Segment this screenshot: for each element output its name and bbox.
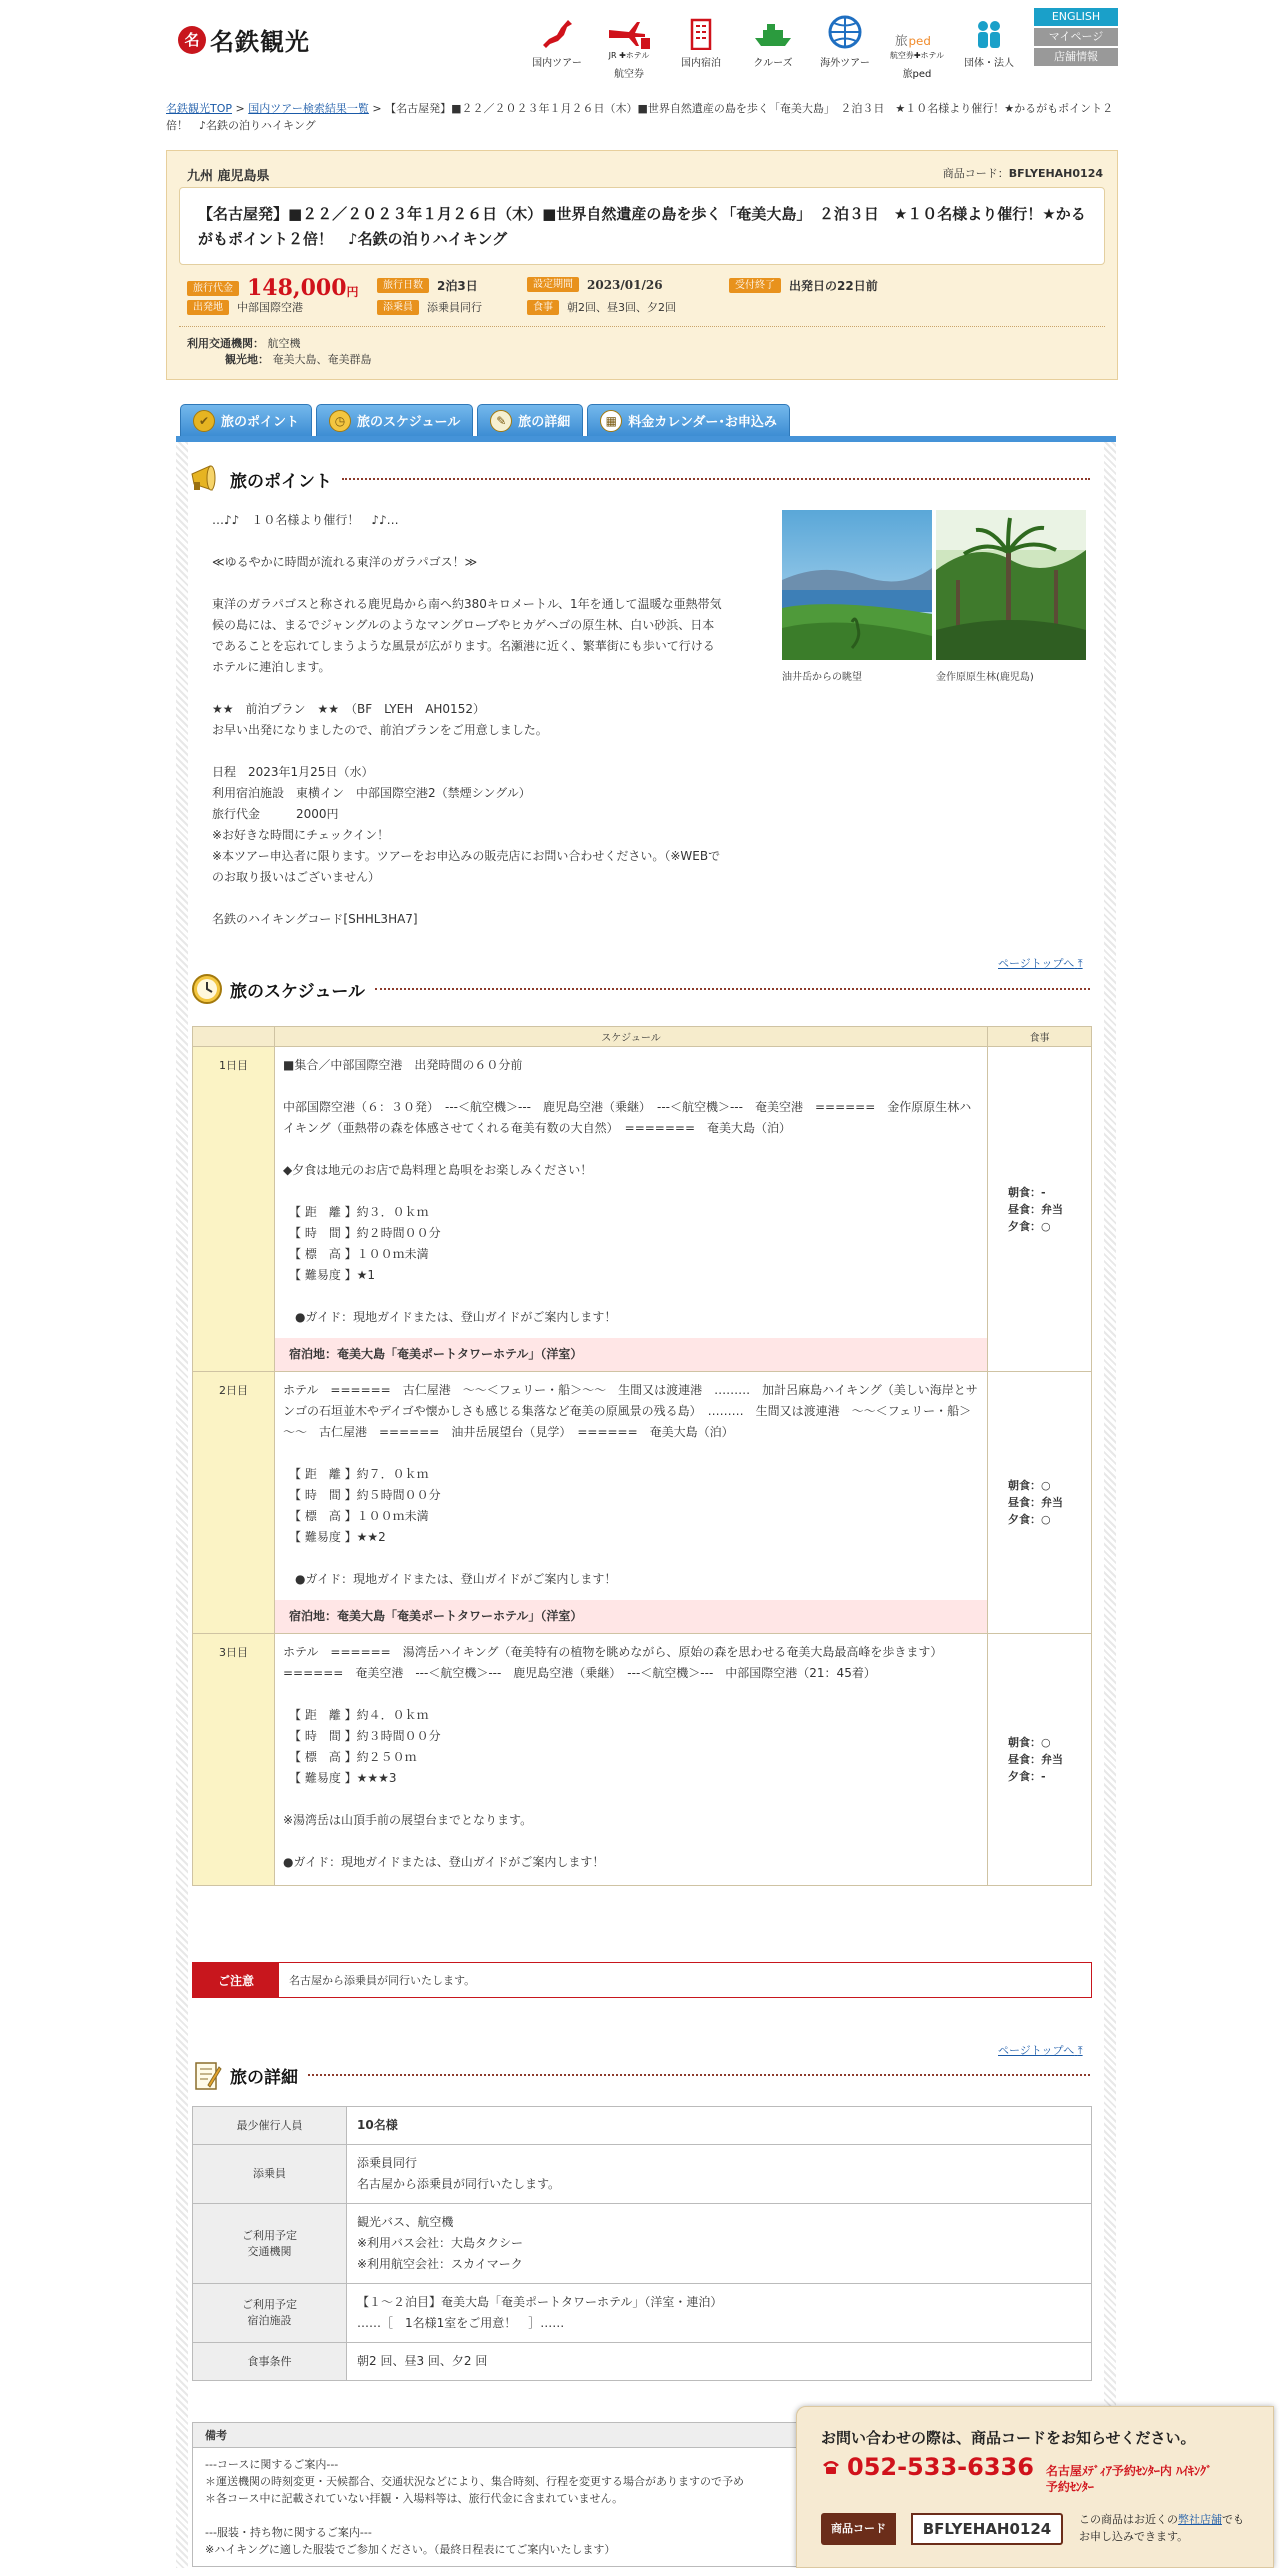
transport-label: 利用交通機関： — [187, 337, 264, 350]
photo-caption: 油井岳からの眺望 — [782, 672, 862, 683]
contact-phone — [821, 2453, 1216, 2495]
product-code-label: 商品コード： — [942, 167, 1009, 180]
detail-value — [347, 2343, 1092, 2381]
globe-icon — [823, 16, 867, 50]
schedule-line: ●ガイド：現地ガイドまたは、登山ガイドがご案内します！ — [283, 1855, 605, 1869]
tabiped-icon — [895, 16, 939, 50]
schedule-line: ホテル ====== 湯湾岳ハイキング（奄美特有の植物を眺めながら、原始の森を思わせる奄美大島最高峰を歩きます） ====== 奄美空港 ---＜航空機＞--- 鹿児島空港（乗継） ---＜航空機＞--- 中部国際空港（21：45着） — [283, 1645, 949, 1680]
utility-link[interactable]: 店舗情報 — [1034, 48, 1118, 66]
memo-icon: ✎ — [490, 410, 512, 432]
nav-item-label: 団体・法人 — [964, 58, 1014, 69]
meal-line: 昼食：弁当 — [1008, 1496, 1063, 1509]
meal-header: 食事 — [988, 1027, 1092, 1047]
tab-1[interactable] — [180, 404, 312, 436]
nav-item[interactable] — [737, 16, 809, 80]
schedule-line — [283, 1548, 979, 1569]
clock-icon — [190, 972, 224, 1006]
meal-line: 朝食：- — [1008, 1185, 1046, 1199]
contact-note-text: でも — [1222, 2513, 1244, 2526]
page-top-link[interactable] — [998, 955, 1083, 971]
japan-map-icon — [535, 16, 579, 50]
photo-yuidake — [782, 510, 932, 683]
day-meals — [988, 1372, 1092, 1634]
kinsakubaru-forest-image — [936, 510, 1086, 660]
product-code-value: BFLYEHAH0124 — [1008, 167, 1103, 180]
meal-row — [527, 299, 676, 315]
horn-icon — [190, 462, 224, 496]
day-description — [275, 1372, 988, 1634]
spacer — [283, 1590, 979, 1600]
detail-value-line: ※利用バス会社：大島タクシー — [357, 2236, 524, 2250]
detail-value — [347, 2204, 1092, 2284]
point-line — [212, 762, 722, 888]
schedule-line: 【 時 間 】約２時間００分 — [283, 1226, 441, 1240]
breadcrumb — [166, 100, 1118, 134]
schedule-line: ホテル ====== 古仁屋港 ～～＜フェリー・船＞～～ 生間又は渡連港 ……… 加計呂麻島ハイキング（美しい海岸とサンゴの石垣並木やデイゴや懐かしさも感じる集落など奄美の原風景の残る島） ……… 生間又は渡連港 ～～＜フェリー・船＞～～ 古仁屋港 ====== 油井岳展望台（見学） ====== 奄美大島（泊） — [283, 1383, 978, 1439]
schedule-line: 【 標 高 】１００ｍ未満 — [283, 1509, 429, 1523]
detail-row — [193, 2284, 1092, 2343]
detail-key: 添乗員 — [193, 2145, 347, 2204]
meal-line: 夕食：- — [1008, 1770, 1046, 1783]
nav-item[interactable] — [953, 16, 1025, 80]
schedule-line — [283, 1443, 979, 1464]
point-photos — [782, 510, 1090, 683]
point-line: …♪♪ １０名様より催行！ ♪♪… — [212, 513, 399, 527]
arrow-up-icon: ⤒ — [1077, 957, 1083, 970]
schedule-line: 【 時 間 】約５時間００分 — [283, 1488, 441, 1502]
nav-item-sublabel: 航空券✚ホテル — [889, 51, 945, 60]
meal-value: 朝2回、昼3回、夕2回 — [567, 301, 676, 314]
arrow-up-icon: ⤒ — [1077, 2044, 1083, 2057]
day-label: 2日目 — [193, 1372, 275, 1634]
tour-area: 九州 鹿児島県 — [187, 169, 270, 184]
schedule-line: 【 距 離 】約７．０ｋｍ — [283, 1467, 429, 1481]
schedule-line: 【 時 間 】約３時間００分 — [283, 1729, 441, 1743]
check-icon: ✔ — [193, 410, 215, 432]
tab-4[interactable] — [587, 404, 790, 436]
phone-icon — [821, 2459, 841, 2479]
spacer — [283, 1328, 979, 1338]
logo-text: 名鉄観光 — [210, 28, 310, 56]
schedule-row — [193, 1634, 1092, 1886]
nav-item[interactable] — [809, 16, 881, 80]
nav-item-label: 海外ツアー — [820, 58, 870, 69]
detail-tabs — [180, 404, 794, 436]
days-value: 2泊3日 — [437, 279, 478, 293]
day-label: 3日目 — [193, 1634, 275, 1886]
clock-icon: ◷ — [329, 410, 351, 432]
day-label: 1日目 — [193, 1047, 275, 1372]
tab-label: 旅のポイント — [221, 415, 300, 430]
contact-note-text: お申し込みできます。 — [1079, 2530, 1189, 2543]
remarks-line: ※ハイキングに適した服装でご参加ください。（最終日程表にてご案内いたします） — [205, 2543, 616, 2556]
day-description — [275, 1047, 988, 1372]
heading-dotted-line — [375, 988, 1090, 990]
schedule-line: 【 距 離 】約４．０ｋｍ — [283, 1708, 429, 1722]
detail-value — [347, 2145, 1092, 2204]
detail-key: 最少催行人員 — [193, 2107, 347, 2145]
schedule-row — [193, 1047, 1092, 1372]
price-yen: 円 — [346, 284, 359, 299]
schedule-line: 【 標 高 】１００ｍ未満 — [283, 1247, 429, 1261]
schedule-line — [283, 1076, 979, 1097]
detail-value-line: 観光バス、航空機 — [357, 2215, 454, 2229]
point-heading-text: 旅のポイント — [230, 471, 332, 492]
schedule-line — [283, 1286, 979, 1307]
detail-value-line: 添乗員同行 — [357, 2156, 418, 2170]
stay-info: 宿泊地：奄美大島「奄美ポートタワーホテル」（洋室） — [275, 1600, 987, 1633]
svg-text:旅: 旅 — [895, 33, 908, 49]
status-value: 出発日の22日前 — [789, 279, 878, 293]
nav-item-label: 国内ツアー — [532, 58, 582, 69]
summary-divider — [179, 326, 1105, 327]
heading-dotted-line — [342, 478, 1090, 480]
detail-heading — [190, 2058, 1090, 2092]
breadcrumb-search-results-link[interactable]: 国内ツアー検索結果一覧 — [248, 102, 369, 115]
detail-table — [192, 2106, 1092, 2381]
nav-item-label: 航空券 — [614, 69, 644, 80]
page-top-label: ページトップへ — [998, 2044, 1075, 2057]
schedule-heading-text: 旅のスケジュール — [230, 981, 365, 1002]
tab-2[interactable] — [316, 404, 473, 436]
sights-label: 観光地： — [225, 353, 269, 366]
conductor-value: 添乗員同行 — [427, 301, 482, 314]
remarks-line: ＊各コース中に記載されていない拝観・入場料等は、旅行代金に含まれていません。 — [205, 2492, 624, 2505]
point-subline: ※お好きな時間にチェックイン！ — [212, 828, 390, 842]
tab-label: 料金カレンダー･お申込み — [628, 415, 777, 430]
caution-label: ご注意 — [193, 1963, 279, 1997]
nav-item-label: クルーズ — [753, 58, 793, 69]
point-subline: 旅行代金 2000円 — [212, 807, 339, 821]
schedule-line: 【 難易度 】★1 — [283, 1268, 376, 1282]
memo-icon — [190, 2058, 224, 2092]
page-top-label: ページトップへ — [998, 957, 1075, 970]
meal-line: 昼食：弁当 — [1008, 1202, 1063, 1216]
contact-question: お問い合わせの際は、商品コードをお知らせください。 — [821, 2429, 1196, 2447]
schedule-table — [192, 1026, 1092, 1886]
detail-value — [347, 2107, 1092, 2145]
hotel-building-icon — [679, 16, 723, 50]
detail-value — [347, 2284, 1092, 2343]
status-tag: 受付終了 — [729, 278, 781, 293]
site-header — [166, 0, 1118, 90]
global-nav — [521, 16, 1025, 80]
page-top-link[interactable] — [998, 2042, 1083, 2058]
detail-value-line: 10名様 — [357, 2118, 398, 2132]
meal-line: 朝食：○ — [1008, 1479, 1051, 1492]
meal-line: 朝食：○ — [1008, 1736, 1051, 1749]
schedule-line: ●ガイド：現地ガイドまたは、登山ガイドがご案内します！ — [283, 1572, 617, 1586]
nav-item[interactable] — [521, 16, 593, 80]
period-value: 2023/01/26 — [587, 277, 663, 292]
svg-text:ped: ped — [908, 34, 931, 49]
nav-item-label: 旅ped — [902, 69, 932, 80]
conductor-row — [377, 299, 482, 315]
plane-train-hotel-icon — [607, 16, 651, 50]
breadcrumb-separator: > — [232, 102, 249, 115]
contact-code-label: 商品コード — [821, 2513, 896, 2545]
nav-item[interactable] — [665, 16, 737, 80]
schedule-row — [193, 1372, 1092, 1634]
conductor-tag: 添乗員 — [377, 300, 419, 315]
tour-title: 【名古屋発】■２２／２０２３年１月２６日（木）■世界自然遺産の島を歩く「奄美大島」 ２泊３日 ★１０名様より催行！★かるがもポイント２倍！ ♪名鉄の泊りハイキング — [179, 187, 1105, 265]
day-meals — [988, 1634, 1092, 1886]
tab-3[interactable] — [477, 404, 583, 436]
point-subline: お早い出発になりましたので、前泊プランをご用意しました。 — [212, 723, 548, 737]
schedule-line — [283, 1181, 979, 1202]
detail-key: ご利用予定 交通機関 — [193, 2204, 347, 2284]
nav-item-sublabel: JR ✚ホテル — [608, 51, 650, 60]
contact-center: 名古屋ﾒﾃﾞｨｱ予約ｾﾝﾀｰ内 ﾊｲｷﾝｸﾞ予約ｾﾝﾀｰ — [1045, 2464, 1213, 2494]
contact-code-value: BFLYEHAH0124 — [911, 2513, 1063, 2545]
schedule-line — [283, 1789, 979, 1810]
store-link[interactable]: 弊社店舗 — [1178, 2513, 1222, 2526]
schedule-line: ※湯湾岳は山頂手前の展望台までとなります。 — [283, 1813, 533, 1827]
detail-key: ご利用予定 宿泊施設 — [193, 2284, 347, 2343]
transport-info — [187, 336, 372, 368]
meitetsu-logo-mark-icon: 名 — [178, 26, 206, 54]
detail-heading-text: 旅の詳細 — [230, 2067, 298, 2088]
group-people-icon — [967, 16, 1011, 50]
detail-row — [193, 2145, 1092, 2204]
contact-note-text: この商品はお近くの — [1079, 2513, 1178, 2526]
nav-item[interactable] — [881, 16, 953, 80]
day-description — [275, 1634, 988, 1886]
detail-row — [193, 2107, 1092, 2145]
tab-label: 旅の詳細 — [518, 415, 571, 430]
days-tag: 旅行日数 — [377, 278, 429, 293]
spacer — [283, 1873, 979, 1885]
utility-link[interactable]: ENGLISH — [1034, 8, 1118, 26]
detail-value-line: 【１～２泊目】奄美大島「奄美ポートタワーホテル」（洋室・連泊） — [357, 2295, 723, 2309]
schedule-line — [283, 1684, 979, 1705]
tab-label: 旅のスケジュール — [357, 415, 461, 430]
schedule-line: 【 難易度 】★★★3 — [283, 1771, 397, 1785]
point-line: 東洋のガラパゴスと称される鹿児島から南へ約380キロメートル、1年を通して温暖な亜熱帯気候の島には、まるでジャングルのようなマングローブやヒカゲヘゴの原生林、白い砂浜、日本であることを忘れてしまうような風景が広がります。名瀬港に近く、繁華街にも歩いて行けるホテルに連泊します。 — [212, 597, 722, 674]
price-row — [187, 275, 359, 301]
site-logo[interactable] — [178, 22, 310, 57]
schedule-heading — [190, 972, 1090, 1006]
schedule-line — [283, 1831, 979, 1852]
detail-key: 食事条件 — [193, 2343, 347, 2381]
schedule-day-header — [193, 1027, 275, 1047]
tour-summary — [166, 150, 1118, 380]
point-subline: 利用宿泊施設 東横イン 中部国際空港2（禁煙シングル） — [212, 786, 531, 800]
sights-value: 奄美大島、奄美群島 — [272, 353, 372, 366]
photo-kinsakubaru — [936, 510, 1086, 683]
point-line: 名鉄のハイキングコード[SHHL3HA7] — [212, 912, 418, 926]
schedule-line: 【 難易度 】★★2 — [283, 1530, 386, 1544]
price-tag: 旅行代金 — [187, 281, 239, 296]
breadcrumb-top-link[interactable]: 名鉄観光TOP — [166, 102, 233, 115]
period-row — [527, 277, 663, 292]
point-line: ≪ゆるやかに時間が流れる東洋のガラパゴス！≫ — [212, 555, 478, 569]
point-subline: ★★ 前泊プラン ★★ （BF LYEH AH0152） — [212, 702, 485, 716]
utility-links — [1034, 8, 1118, 68]
contact-note — [1079, 2511, 1244, 2545]
remarks-line: ---服装・持ち物に関するご案内--- — [205, 2526, 372, 2539]
stay-info: 宿泊地：奄美大島「奄美ポートタワーホテル」（洋室） — [275, 1338, 987, 1371]
period-tag: 設定期間 — [527, 277, 579, 292]
transport-value: 航空機 — [267, 337, 301, 350]
detail-value-line: 朝2 回、昼3 回、夕2 回 — [357, 2354, 488, 2368]
schedule-header: スケジュール — [275, 1027, 988, 1047]
nav-item-label: 国内宿泊 — [681, 58, 721, 69]
schedule-line: ◆夕食は地元のお店で島料理と島唄をお楽しみください！ — [283, 1163, 593, 1177]
depart-row — [187, 299, 303, 315]
schedule-line: 【 距 離 】約３．０ｋｍ — [283, 1205, 429, 1219]
status-row — [729, 277, 878, 294]
schedule-line: ●ガイド：現地ガイドまたは、登山ガイドがご案内します！ — [283, 1310, 617, 1324]
product-code — [943, 165, 1103, 181]
breadcrumb-current: 【名古屋発】■２２／２０２３年１月２６日（木）■世界自然遺産の島を歩く「奄美大島」 ２泊３日 ★１０名様より催行！★かるがもポイント２倍！ ♪名鉄の泊りハイキング — [166, 102, 1114, 132]
schedule-line — [283, 1139, 979, 1160]
remarks-line: ---コースに関するご案内--- — [205, 2458, 339, 2471]
caution-box — [192, 1962, 1092, 1998]
detail-value-line: ……［ 1名様1室をご用意！ ］…… — [357, 2316, 565, 2330]
photo-caption: 金作原原生林(鹿児島) — [936, 672, 1034, 683]
detail-row — [193, 2343, 1092, 2381]
caution-text: 名古屋から添乗員が同行いたします。 — [289, 1974, 476, 1987]
schedule-line: ■集合／中部国際空港 出発時間の６０分前 — [283, 1058, 523, 1072]
yuidake-view-image — [782, 510, 932, 660]
point-line — [212, 699, 722, 741]
point-heading — [190, 462, 1090, 496]
heading-dotted-line — [308, 2074, 1090, 2076]
day-meals — [988, 1047, 1092, 1372]
point-subline: 日程 2023年1月25日（水） — [212, 765, 374, 779]
meal-tag: 食事 — [527, 300, 559, 315]
detail-value-line: ※利用航空会社：スカイマーク — [357, 2257, 523, 2271]
detail-row — [193, 2204, 1092, 2284]
remarks-line: ＊運送機関の時刻変更・天候都合、交通状況などにより、集合時刻、行程を変更する場合がありますので予め — [205, 2475, 744, 2488]
utility-link[interactable]: マイページ — [1034, 28, 1118, 46]
phone-number[interactable]: 052-533-6336 — [847, 2453, 1034, 2481]
contact-panel — [796, 2406, 1274, 2568]
schedule-line: 中部国際空港（６：３０発） ---＜航空機＞--- 鹿児島空港（乗継） ---＜航空機＞--- 奄美空港 ====== 金作原原生林ハイキング（亜熱帯の森を体感させてくれる奄美有数の大自然） ======= 奄美大島（泊） — [283, 1100, 972, 1135]
meal-line: 夕食：○ — [1008, 1513, 1051, 1526]
ship-icon — [751, 16, 795, 50]
meal-line: 昼食：弁当 — [1008, 1753, 1063, 1766]
breadcrumb-separator: > — [368, 102, 386, 115]
nav-item[interactable] — [593, 16, 665, 80]
remarks-label: 備考 — [193, 2423, 1091, 2448]
depart-tag: 出発地 — [187, 300, 229, 315]
point-subline: ※本ツアー申込者に限ります。ツアーをお申込みの販売店にお問い合わせください。（※WEBでのお取り扱いはございません） — [212, 849, 721, 884]
calendar-icon: ▦ — [600, 410, 622, 432]
depart-value: 中部国際空港 — [237, 301, 303, 314]
point-text — [212, 510, 722, 951]
detail-value-line: 名古屋から添乗員が同行いたします。 — [357, 2177, 561, 2191]
days-row — [377, 277, 478, 294]
schedule-line: 【 標 高 】約２５０ｍ — [283, 1750, 417, 1764]
price-value: 148,000 — [247, 275, 347, 301]
meal-line: 夕食：○ — [1008, 1219, 1051, 1233]
